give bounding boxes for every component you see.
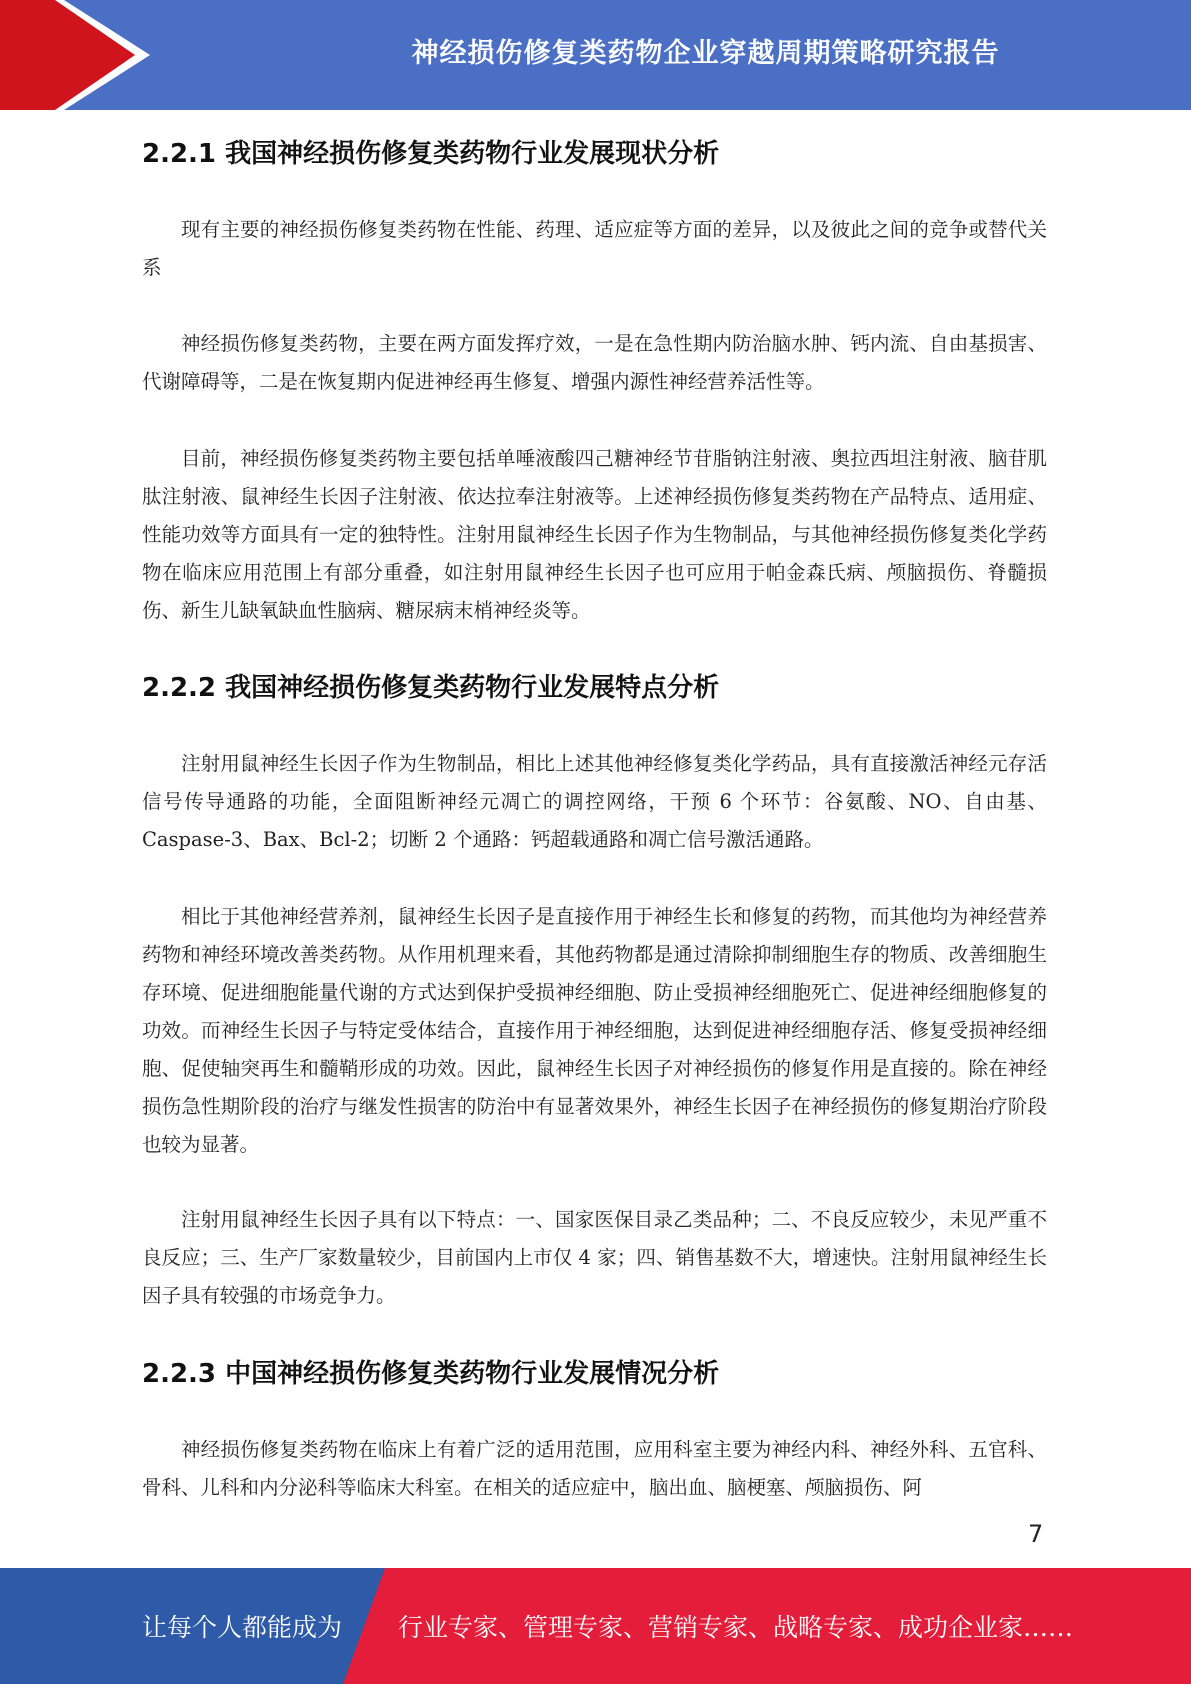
paragraph: 神经损伤修复类药物，主要在两方面发挥疗效，一是在急性期内防治脑水肿、钙内流、自由基损害、代谢障碍等，二是在恢复期内促进神经再生修复、增强内源性神经营养活性等。 (142, 332, 1047, 393)
paragraph: 注射用鼠神经生长因子作为生物制品，相比上述其他神经修复类化学药品，具有直接激活神经元存活信号传导通路的功能，全面阻断神经元凋亡的调控网络，干预 6 个环节：谷氨酸、NO、自由基、Caspase-3、Bax、Bcl-2；切断 2 个通路：钙超载通路和凋亡信号激活通路。 (142, 752, 1047, 851)
paragraph: 注射用鼠神经生长因子具有以下特点：一、国家医保目录乙类品种；二、不良反应较少，未见严重不良反应；三、生产厂家数量较少，目前国内上市仅 4 家；四、销售基数不大，增速快。注射用鼠神经生长因子具有较强的市场竞争力。 (142, 1208, 1047, 1307)
section-heading-2-2-1: 2.2.1 我国神经损伤修复类药物行业发展现状分析 (142, 139, 720, 169)
section-heading-2-2-2: 2.2.2 我国神经损伤修复类药物行业发展特点分析 (142, 673, 720, 703)
page-number: 7 (1028, 1520, 1044, 1548)
paragraph: 相比于其他神经营养剂，鼠神经生长因子是直接作用于神经生长和修复的药物，而其他均为神经营养药物和神经环境改善类药物。从作用机理来看，其他药物都是通过清除抑制细胞生存的物质、改善细胞生存环境、促进细胞能量代谢的方式达到保护受损神经细胞、防止受损神经细胞死亡、促进神经细胞修复的功效。而神经生长因子与特定受体结合，直接作用于神经细胞，达到促进神经细胞存活、修复受损神经细胞、促使轴突再生和髓鞘形成的功效。因此，鼠神经生长因子对神经损伤的修复作用是直接的。除在神经损伤急性期阶段的治疗与继发性损害的防治中有显著效果外，神经生长因子在神经损伤的修复期治疗阶段也较为显著。 (142, 905, 1047, 1156)
page-header (0, 0, 1191, 110)
report-title: 神经损伤修复类药物企业穿越周期策略研究报告 (411, 37, 1000, 69)
paragraph: 神经损伤修复类药物在临床上有着广泛的适用范围，应用科室主要为神经内科、神经外科、五官科、骨科、儿科和内分泌科等临床大科室。在相关的适应症中，脑出血、脑梗塞、颅脑损伤、阿 (142, 1438, 1047, 1499)
footer-slogan-left: 让每个人都能成为 (142, 1613, 343, 1642)
paragraph: 目前，神经损伤修复类药物主要包括单唾液酸四己糖神经节苷脂钠注射液、奥拉西坦注射液、脑苷肌肽注射液、鼠神经生长因子注射液、依达拉奉注射液等。上述神经损伤修复类药物在产品特点、适用症、性能功效等方面具有一定的独特性。注射用鼠神经生长因子作为生物制品，与其他神经损伤修复类化学药物在临床应用范围上有部分重叠，如注射用鼠神经生长因子也可应用于帕金森氏病、颅脑损伤、脊髓损伤、新生儿缺氧缺血性脑病、糖尿病末梢神经炎等。 (142, 447, 1047, 622)
section-heading-2-2-3: 2.2.3 中国神经损伤修复类药物行业发展情况分析 (142, 1359, 720, 1389)
footer-slogan-right: 行业专家、管理专家、营销专家、战略专家、成功企业家…… (398, 1613, 1074, 1642)
paragraph: 现有主要的神经损伤修复类药物在性能、药理、适应症等方面的差异，以及彼此之间的竞争或替代关系 (142, 218, 1047, 279)
page-footer (0, 1568, 1191, 1684)
